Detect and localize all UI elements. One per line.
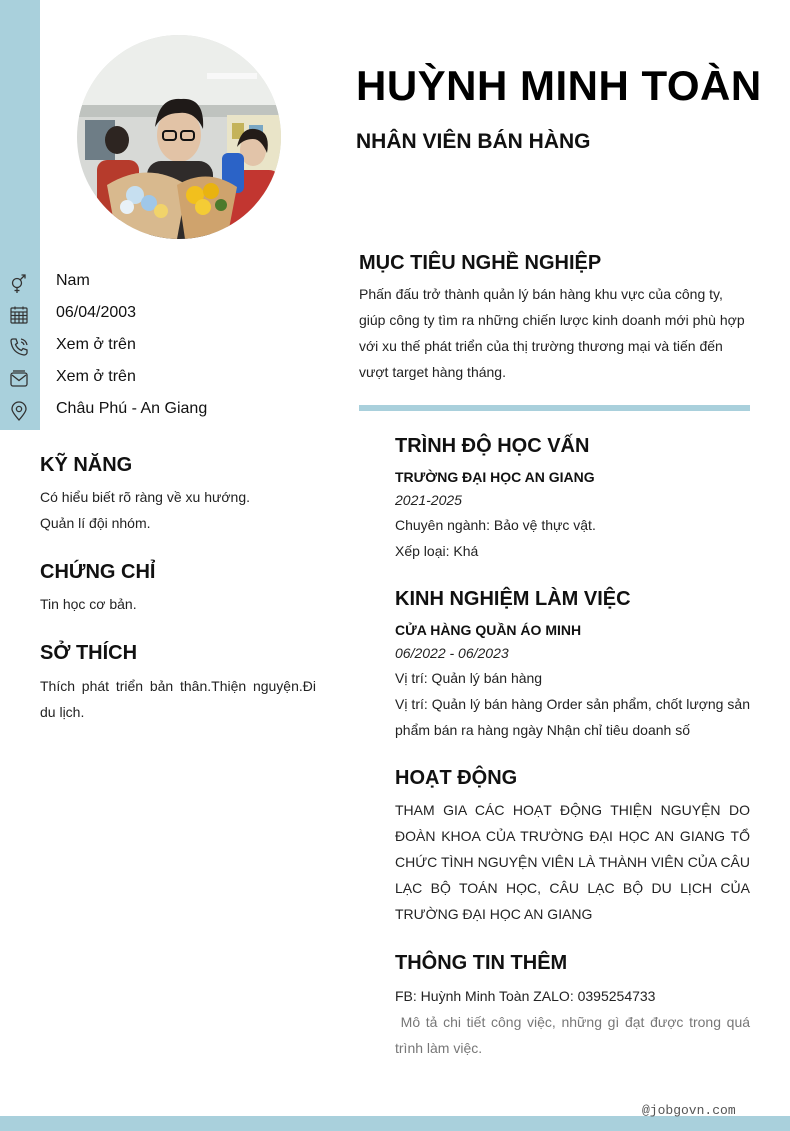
email-icon	[9, 369, 29, 389]
objective-heading: MỤC TIÊU NGHỀ NGHIỆP	[359, 252, 602, 274]
list-item: Có hiểu biết rõ ràng về xu hướng.	[40, 489, 251, 505]
position-text: Vị trí: Quản lý bán hàng	[395, 670, 543, 686]
phone-value: Xem ở trên	[56, 336, 136, 353]
skills-heading: KỸ NĂNG	[40, 454, 133, 476]
job-title: NHÂN VIÊN BÁN HÀNG	[356, 130, 591, 153]
footer-accent-bar	[0, 1116, 790, 1131]
grade-text: Xếp loại: Khá	[395, 543, 479, 559]
gender-icon	[9, 274, 29, 294]
school-name: TRƯỜNG ĐẠI HỌC AN GIANG	[395, 469, 595, 485]
watermark: @jobgovn.com	[642, 1103, 736, 1118]
hobbies-text: Thích phát triển bản thân.Thiện nguyện.Đi du lịch.	[40, 678, 316, 720]
address-value: Châu Phú - An Giang	[56, 400, 208, 417]
phone-icon	[9, 337, 29, 357]
activities-text: THAM GIA CÁC HOẠT ĐỘNG THIỆN NGUYỆN DO ĐOÀN KHOA CỦA TRƯỜNG ĐẠI HỌC AN GIANG TỔ CHỨC TÌNH NGUYỆN VIÊN LÀ THÀNH VIÊN CỦA CÂU LẠC BỘ TOÁN HỌC, CÂU LẠC BỘ DU LỊCH CỦA TRƯỜNG ĐẠI HỌC AN GIANG	[395, 802, 750, 922]
gender-value: Nam	[56, 272, 90, 289]
list-item: Tin học cơ bản.	[40, 596, 137, 612]
calendar-icon	[9, 305, 29, 325]
education-details	[395, 512, 750, 564]
section-divider	[359, 405, 750, 411]
skills-list	[40, 484, 320, 536]
objective-text: Phấn đấu trở thành quản lý bán hàng khu vực của công ty, giúp công ty tìm ra những chiến lược kinh doanh mới phù hợp với xu thế phát triển của thị trường thương mại và tiến đến vượt target hàng tháng.	[359, 286, 745, 380]
location-icon	[9, 401, 29, 421]
candidate-name: HUỲNH MINH TOÀN	[356, 62, 762, 109]
additional-placeholder: Mô tả chi tiết công việc, những gì đạt được trong quá trình làm việc.	[395, 1014, 754, 1056]
education-heading: TRÌNH ĐỘ HỌC VẤN	[395, 435, 590, 457]
experience-heading: KINH NGHIỆM LÀM VIỆC	[395, 588, 631, 610]
experience-period: 06/2022 - 06/2023	[395, 645, 509, 661]
experience-description: Vị trí: Quản lý bán hàng Order sản phẩm, chốt lượng sản phẩm bán ra hàng ngày Nhận chỉ tiêu doanh số	[395, 696, 750, 738]
certificates-heading: CHỨNG CHỈ	[40, 561, 156, 583]
additional-contact: FB: Huỳnh Minh Toàn ZALO: 0395254733	[395, 988, 656, 1004]
major-text: Chuyên ngành: Bảo vệ thực vật.	[395, 517, 596, 533]
sidebar-accent-bar	[0, 0, 40, 430]
additional-info-heading: THÔNG TIN THÊM	[395, 952, 568, 974]
education-period: 2021-2025	[395, 492, 462, 508]
email-value: Xem ở trên	[56, 368, 136, 385]
company-name: CỬA HÀNG QUẦN ÁO MINH	[395, 622, 582, 638]
birthday-value: 06/04/2003	[56, 304, 137, 321]
activities-heading: HOẠT ĐỘNG	[395, 767, 518, 789]
avatar	[77, 35, 281, 239]
list-item: Quản lí đội nhóm.	[40, 515, 151, 531]
hobbies-heading: SỞ THÍCH	[40, 642, 138, 664]
certificates-list	[40, 591, 320, 617]
